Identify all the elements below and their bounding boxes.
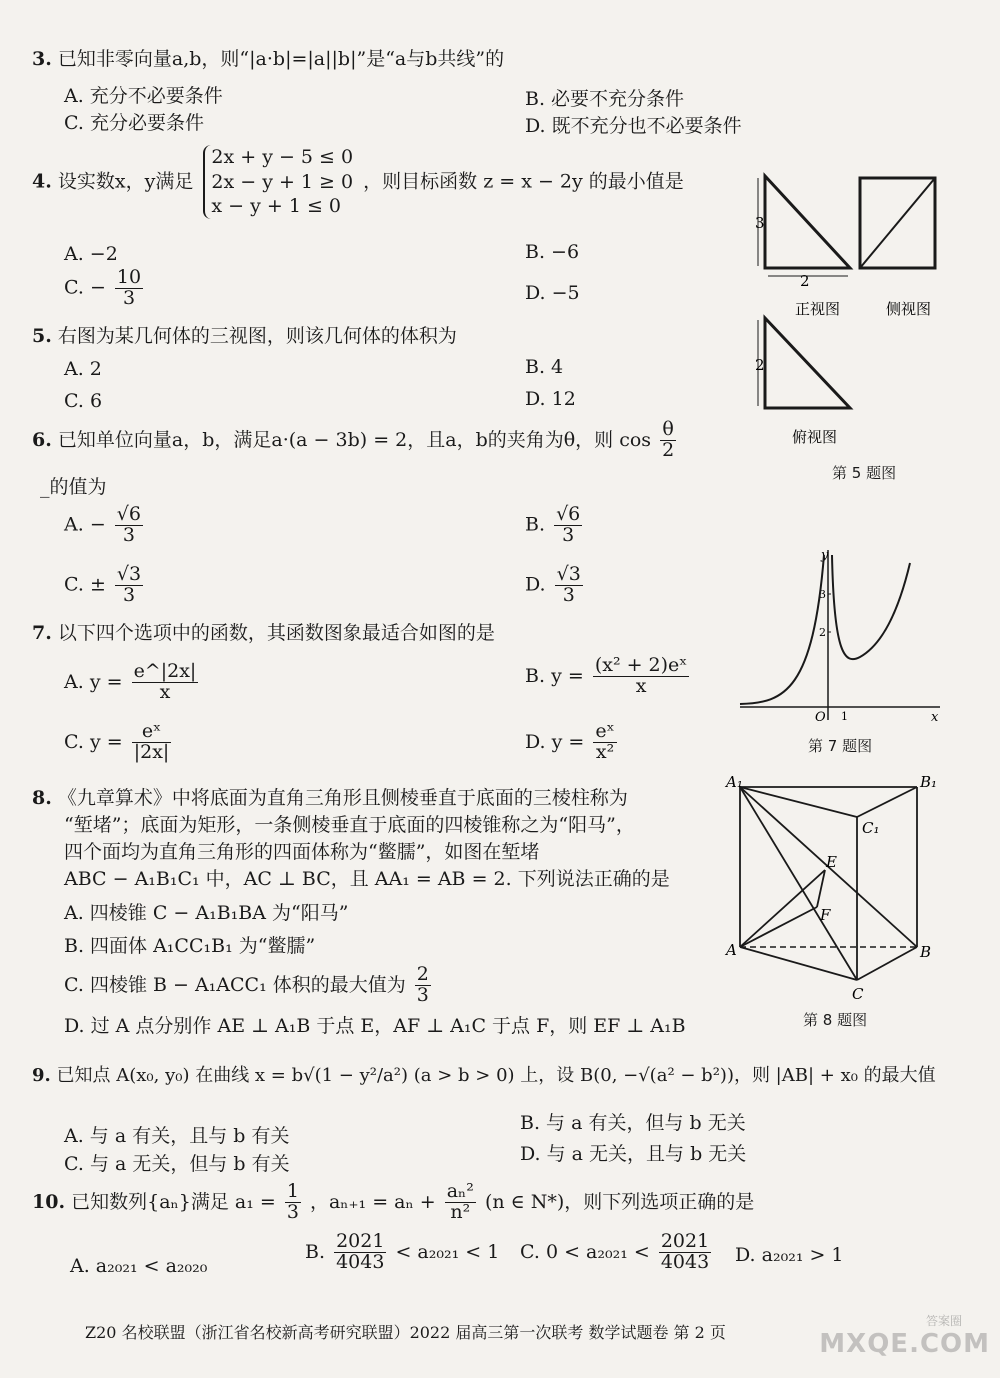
frac-denominator: 3 (122, 583, 136, 606)
q4-constraint-3: x − y + 1 ≤ 0 (211, 195, 342, 218)
frac-denominator: 3 (286, 1200, 299, 1223)
q7-text: 以下四个选项中的函数，其函数图象最适合如图的是 (57, 622, 495, 644)
q4-option-c-fraction (115, 268, 143, 309)
frac-denominator: n² (450, 1200, 471, 1223)
q4-constraint-1: 2x + y − 5 ≤ 0 (211, 146, 354, 168)
option-label: C. (520, 1241, 540, 1264)
q4-number: 4. (32, 170, 52, 193)
frac-denominator: x (159, 680, 171, 703)
q6-option-b[interactable] (525, 505, 585, 546)
frac-denominator: 3 (562, 583, 575, 606)
q10-option-a[interactable]: A. a₂₀₂₁ < a₂₀₂₀ (70, 1255, 208, 1277)
q8-stem-line-1 (32, 787, 628, 810)
q9-option-a[interactable]: A. 与 a 有关，且与 b 有关 (64, 1125, 290, 1147)
q4-option-d[interactable]: D. −5 (525, 282, 580, 304)
label-c: C (852, 985, 864, 1003)
q8-option-c[interactable] (64, 965, 434, 1006)
option-lhs: y = (89, 671, 123, 694)
label-e: E (826, 853, 837, 871)
dim-label-2-left: 2 (755, 356, 765, 374)
dim-label-2-bottom: 2 (800, 272, 810, 290)
q9-text: 已知点 A(x₀, y₀) 在曲线 x = b√(1 − y²/a²) (a > b > 0) 上，设 B(0, −√(a² − b²))，则 |AB| + x₀ 的最大值 (56, 1065, 936, 1086)
q6-option-a[interactable] (64, 505, 146, 546)
q10-a1-fraction (285, 1182, 301, 1223)
q5-option-b[interactable]: B. 4 (525, 356, 564, 378)
q8-stem-line-3: 四个面均为直角三角形的四面体称为“鳖臑”，如图在堑堵 (64, 841, 540, 863)
q4-option-b[interactable]: B. −6 (525, 241, 580, 263)
option-fraction (415, 965, 431, 1006)
option-fraction (115, 505, 143, 546)
q10-stem (32, 1182, 754, 1223)
q9-stem (32, 1065, 936, 1087)
frac-numerator: 10 (116, 266, 142, 288)
q7-option-a[interactable] (64, 662, 201, 703)
frac-numerator: eˣ (132, 722, 172, 743)
origin-label: O (815, 710, 826, 725)
q6-option-c[interactable] (64, 565, 146, 606)
q8-option-a[interactable]: A. 四棱锥 C − A₁B₁BA 为“阳马” (64, 902, 349, 924)
q4-option-a[interactable]: A. −2 (64, 243, 118, 265)
q8-option-d[interactable]: D. 过 A 点分别作 AE ⊥ A₁B 于点 E，AF ⊥ A₁C 于点 F，则 EF ⊥ A₁B (64, 1015, 686, 1037)
option-label: C. (64, 731, 84, 754)
q3-option-d[interactable]: D. 既不充分也不必要条件 (525, 115, 742, 137)
q10-number: 10. (32, 1191, 66, 1214)
front-view-label: 正视图 (795, 300, 841, 318)
q3-number: 3. (32, 48, 52, 70)
frac-denominator: 3 (122, 286, 136, 309)
frac-numerator: 2021 (336, 1230, 385, 1252)
q3-text: 已知非零向量a,b，则“|a·b|=|a||b|”是“a与b共线”的 (57, 48, 505, 70)
fig7-caption: 第 7 题图 (808, 737, 873, 755)
q4-stem (32, 145, 684, 219)
watermark-sub: 答案圈 (925, 1314, 962, 1328)
curve-left-branch (740, 555, 824, 704)
label-f: F (820, 906, 831, 924)
option-fraction (115, 565, 143, 606)
page-footer: Z20 名校联盟（浙江省名校新高考研究联盟）2022 届高三第一次联考 数学试题卷 第 2 页 (85, 1323, 726, 1342)
option-label: A. (64, 513, 84, 536)
q4-text-pre: 设实数x，y满足 (57, 170, 194, 193)
fig8-caption: 第 8 题图 (803, 1011, 868, 1029)
option-lhs: y = (89, 731, 123, 754)
label-a: A (726, 941, 737, 959)
q7-number: 7. (32, 622, 52, 644)
option-fraction (593, 656, 690, 697)
frac-numerator: eˣ (595, 720, 615, 742)
watermark-logo (790, 1312, 990, 1368)
q4-option-c-label: C. (64, 276, 84, 299)
option-fraction (555, 565, 583, 606)
option-fraction (593, 722, 616, 763)
curve-right-branch (832, 555, 910, 659)
frac-numerator: 2 (416, 963, 429, 985)
q8-stem-line-4: ABC − A₁B₁C₁ 中，AC ⊥ BC，且 AA₁ = AB = 2. 下列说法正确的是 (64, 868, 670, 890)
fig5-caption: 第 5 题图 (832, 464, 897, 482)
y-tick-2: 2 (819, 626, 826, 639)
option-sign: − (89, 513, 106, 536)
option-fraction (334, 1232, 386, 1273)
option-sign: ± (89, 573, 106, 596)
option-label: B. (305, 1241, 326, 1264)
option-text: C. 四棱锥 B − A₁ACC₁ 体积的最大值为 (64, 974, 406, 997)
q5-number: 5. (32, 325, 52, 347)
option-text: 0 < a₂₀₂₁ < (545, 1241, 650, 1264)
q9-option-b[interactable]: B. 与 a 有关，但与 b 无关 (520, 1112, 746, 1134)
frac-denominator: 4043 (336, 1250, 385, 1273)
q6-option-d[interactable] (525, 565, 586, 606)
watermark-text: MXQE.COM (819, 1329, 990, 1359)
option-label: D. (525, 573, 546, 596)
frac-numerator: aₙ² (446, 1180, 474, 1202)
side-view-label: 侧视图 (886, 300, 932, 318)
dim-label-3: 3 (755, 214, 765, 232)
q4-text-post: ，则目标函数 z = x − 2y 的最小值是 (363, 170, 684, 193)
y-tick-3: 3 (819, 588, 826, 601)
top-view-label: 俯视图 (792, 428, 838, 446)
option-text: < a₂₀₂₁ < 1 (395, 1241, 500, 1264)
q10-option-d[interactable]: D. a₂₀₂₁ > 1 (735, 1244, 844, 1266)
option-fraction (132, 722, 172, 763)
q5-option-c[interactable]: C. 6 (64, 390, 103, 412)
option-fraction (659, 1232, 711, 1273)
frac-numerator: √3 (116, 563, 142, 585)
q4-constraints (203, 145, 353, 219)
q10-recursion-fraction (445, 1182, 476, 1223)
top-view-shape (765, 318, 850, 408)
frac-numerator: √3 (556, 563, 581, 585)
q6-text: 已知单位向量a，b，满足a·(a − 3b) = 2，且a，b的夹角为θ，则 cos (57, 429, 652, 452)
q7-option-c[interactable] (64, 722, 174, 763)
frac-denominator: x² (595, 740, 615, 763)
q5-stem (32, 325, 457, 348)
option-label: B. (525, 665, 546, 688)
frac-numerator: θ (660, 420, 676, 441)
option-fraction (554, 505, 582, 546)
frac-denominator: 3 (122, 523, 135, 546)
q3-option-b[interactable]: B. 必要不充分条件 (525, 88, 685, 110)
q6-stem (32, 420, 679, 461)
q8-text-line: 《九章算术》中将底面为直角三角形且侧棱垂直于底面的三棱柱称为 (57, 787, 628, 809)
option-fraction (132, 662, 199, 703)
x-axis-label: x (931, 710, 939, 725)
side-view-edge (860, 178, 935, 268)
edge-c-b (857, 947, 917, 980)
y-axis-label: y (821, 548, 829, 563)
frac-denominator: 2 (662, 438, 675, 461)
frac-numerator: e^|2x| (133, 660, 197, 682)
frac-numerator: √6 (556, 503, 581, 525)
option-lhs: y = (551, 665, 584, 688)
edge-b1-c1 (857, 787, 917, 817)
frac-denominator: 3 (416, 983, 429, 1006)
q10-text-post: (n ∈ N*)，则下列选项正确的是 (484, 1191, 755, 1214)
front-view-edge (765, 176, 850, 268)
q5-option-d[interactable]: D. 12 (525, 388, 576, 410)
frac-denominator: 4043 (660, 1250, 710, 1273)
q4-option-c[interactable] (64, 268, 146, 309)
option-label: C. (64, 573, 84, 596)
q6-stem-continued: _的值为 (40, 476, 107, 498)
q3-option-a[interactable]: A. 充分不必要条件 (64, 85, 223, 107)
option-label: D. (525, 731, 546, 754)
frac-numerator: √6 (116, 503, 141, 525)
q10-option-c[interactable] (520, 1232, 714, 1273)
frac-numerator: (x² + 2)eˣ (594, 654, 688, 676)
q7-option-d[interactable] (525, 722, 620, 763)
q8-stem-line-2: “堑堵”；底面为矩形，一条侧棱垂直于底面的四棱锥称之为“阳马”， (64, 814, 635, 836)
q7-stem (32, 622, 495, 645)
frac-denominator: 3 (562, 523, 575, 546)
q4-constraint-2: 2x − y + 1 ≥ 0 (211, 170, 354, 193)
x-tick-1: 1 (841, 710, 848, 723)
label-a1: A₁ (726, 775, 743, 791)
option-label: B. (525, 513, 546, 536)
label-c1: C₁ (862, 819, 880, 837)
q10-text-pre: 已知数列{aₙ}满足 a₁ = (71, 1191, 276, 1214)
frac-denominator: x (635, 674, 647, 697)
q6-theta-fraction (660, 420, 676, 461)
q10-text-mid: ，aₙ₊₁ = aₙ + (309, 1191, 436, 1214)
q9-option-d[interactable]: D. 与 a 无关，且与 b 无关 (520, 1143, 747, 1165)
q7-option-b[interactable] (525, 656, 692, 697)
q9-number: 9. (32, 1065, 51, 1086)
frac-numerator: 2021 (660, 1230, 710, 1252)
q9-option-c[interactable]: C. 与 a 无关，但与 b 有关 (64, 1153, 290, 1175)
q3-stem (32, 48, 504, 71)
option-lhs: y = (551, 731, 585, 754)
label-b1: B₁ (920, 775, 938, 791)
q10-option-b[interactable] (305, 1232, 499, 1273)
q5-text: 右图为某几何体的三视图，则该几何体的体积为 (57, 325, 457, 347)
fig7-function-graph (735, 545, 945, 725)
label-b: B (920, 943, 932, 961)
q3-option-c[interactable]: C. 充分必要条件 (64, 112, 204, 134)
frac-numerator: 1 (286, 1180, 299, 1202)
q5-option-a[interactable]: A. 2 (64, 358, 102, 380)
q8-option-b[interactable]: B. 四面体 A₁CC₁B₁ 为“鳖臑” (64, 935, 316, 957)
q8-number: 8. (32, 787, 52, 809)
q4-option-c-sign: − (89, 276, 106, 299)
option-label: A. (64, 671, 84, 694)
frac-denominator: |2x| (133, 740, 170, 763)
q6-number: 6. (32, 429, 52, 452)
fig5-three-views (750, 168, 950, 458)
fig8-prism-diagram (722, 775, 942, 1005)
